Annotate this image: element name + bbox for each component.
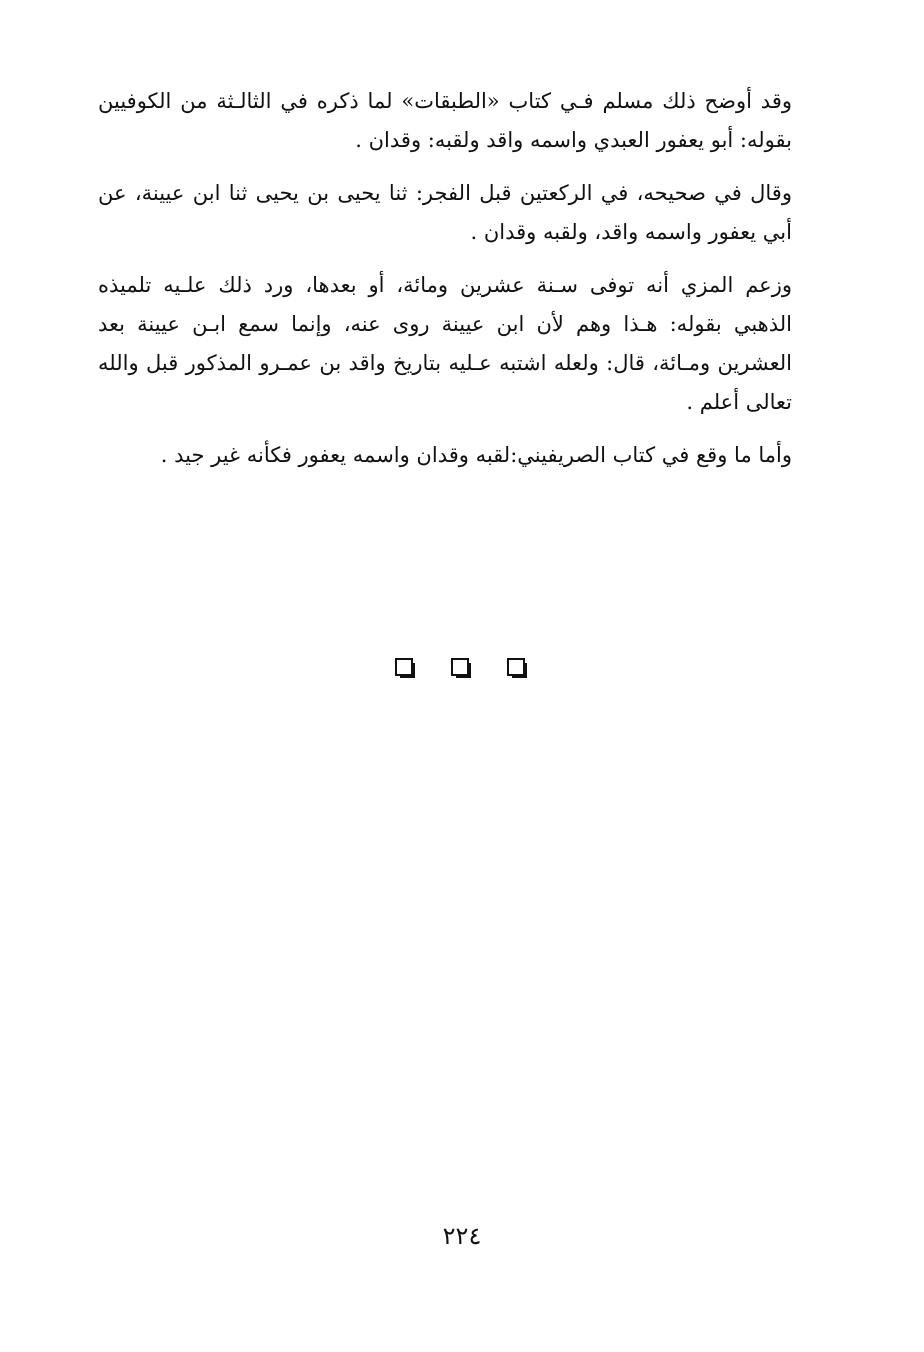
square-ornament-icon [395,658,417,680]
square-ornament-icon [451,658,473,680]
paragraph-1: وقد أوضح ذلك مسلم فـي كتاب «الطبقات» لما ذكره في الثالـثة من الكوفيين بقوله: أبو يعفور العبدي واسمه واقد ولقبه: وقدان . [98,89,792,152]
paragraph-4: وأما ما وقع في كتاب الصريفيني:لقبه وقدان واسمه يعفور فكأنه غير جيد . [160,443,792,467]
section-end-ornaments [0,658,924,680]
paragraph-2: وقال في صحيحه، في الركعتين قبل الفجر: ثنا يحيى بن يحيى ثنا ابن عيينة، عن أبي يعفور واسمه واقد، ولقبه وقدان . [98,181,792,244]
square-ornament-icon [507,658,529,680]
body-text [98,82,792,489]
page-number: ٢٢٤ [442,1222,482,1250]
paragraph-3: وزعم المزي أنه توفى سـنة عشرين ومائة، أو بعدها، ورد ذلك علـيه تلميذه الذهبي بقوله: هـذا وهم لأن ابن عيينة روى عنه، وإنما سمع ابـن عيينة بعد العشرين ومـائة، قال: ولعله اشتبه عـليه بتاريخ واقد بن عمـرو المذكور قبل والله تعالى أعلم . [98,273,792,414]
